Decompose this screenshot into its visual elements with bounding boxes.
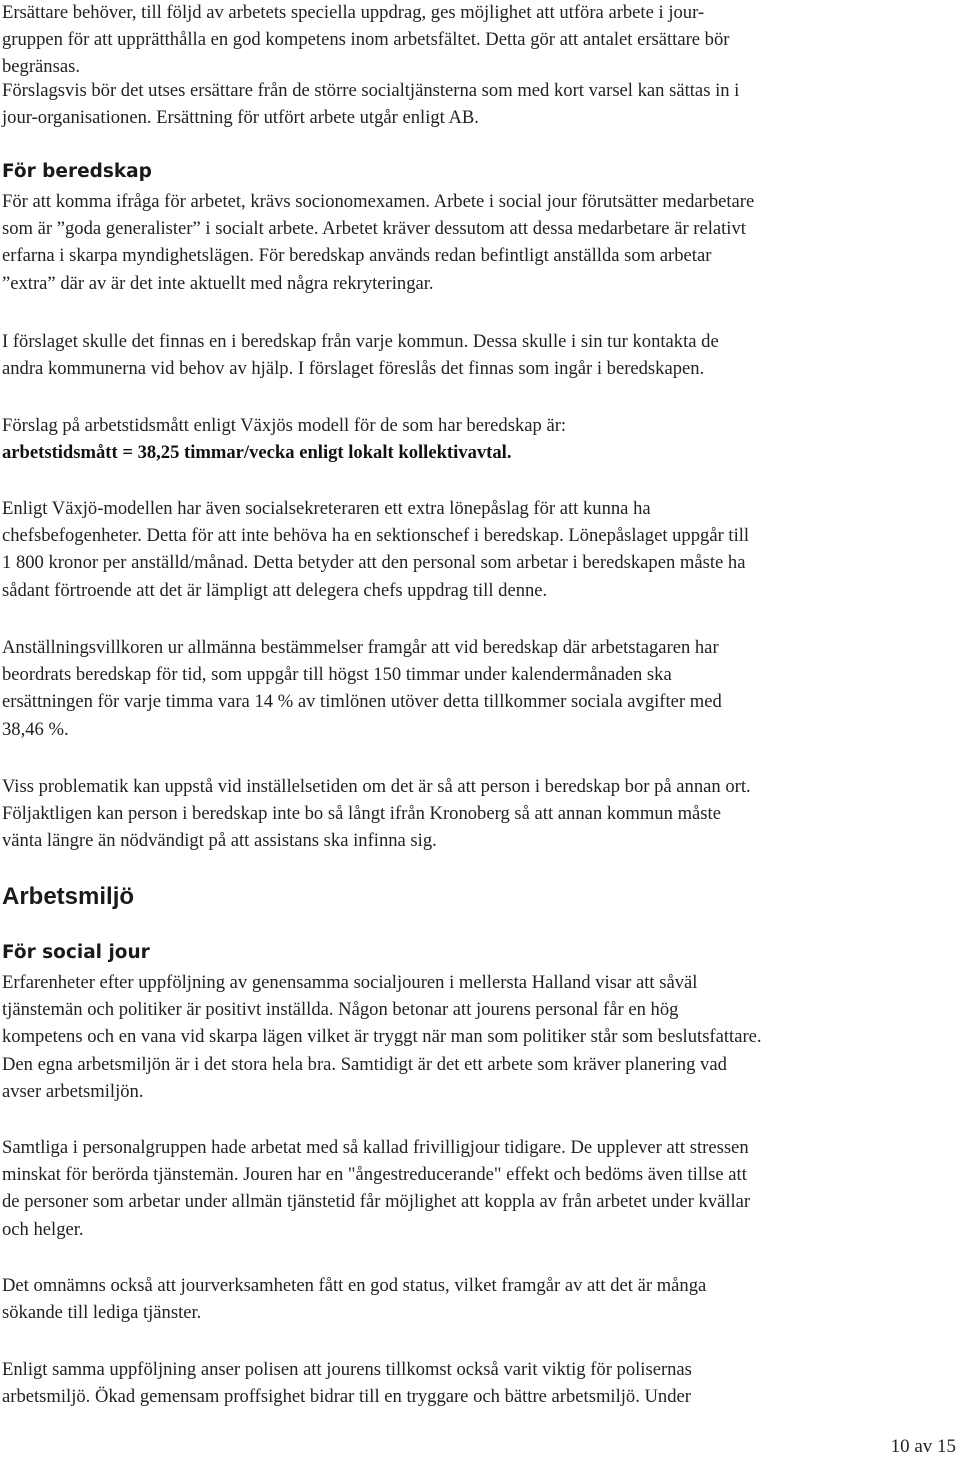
text-line: ”extra” där av är det inte aktuellt med några rekryteringar.	[2, 272, 434, 294]
paragraph-socionomexamen	[2, 188, 960, 297]
text-line: tjänstemän och politiker är positivt inställda. Någon betonar att jourens personal får en hög	[2, 999, 679, 1021]
text-line: Den egna arbetsmiljön är i det stora hela bra. Samtidigt är det ett arbete som kräver planering vad	[2, 1053, 727, 1075]
text-line: Enligt Växjö-modellen har även socialsekreteraren ett extra lönepåslag för att kunna ha	[2, 498, 651, 519]
heading-for-social-jour: För social jour	[2, 942, 150, 963]
text-line: Ersättare behöver, till följd av arbetets speciella uppdrag, ges möjlighet att utföra arbete i jour-	[2, 2, 705, 23]
paragraph-polisen	[2, 1356, 960, 1410]
paragraph-vaxjo-modellen	[2, 495, 960, 604]
arbetstidsmatt-bold: arbetstidsmått = 38,25 timmar/vecka enligt lokalt kollektivavtal.	[2, 442, 512, 464]
text-line: Det omnämns också att jourverksamheten fått en god status, vilket framgår av att det är många	[2, 1275, 707, 1296]
heading-for-beredskap: För beredskap	[2, 161, 152, 182]
paragraph-personalgruppen	[2, 1134, 960, 1243]
paragraph-god-status	[2, 1272, 960, 1326]
text-line: sådant förtroende att det är lämpligt att delegera chefs uppdrag till denne.	[2, 579, 548, 601]
page-number: 10 av 15	[890, 1436, 956, 1457]
text-line: och helger.	[2, 1218, 84, 1240]
text-line: Följaktligen kan person i beredskap inte bo så långt ifrån Kronoberg så att annan kommun måste	[2, 803, 721, 825]
text-line: Enligt samma uppföljning anser polisen att jourens tillkomst också varit viktig för polisernas	[2, 1359, 692, 1380]
text-line: Samtliga i personalgruppen hade arbetat med så kallad frivilligjour tidigare. De upplever att stressen	[2, 1137, 749, 1158]
paragraph-forslagsvis	[2, 77, 960, 131]
text-line: Erfarenheter efter uppföljning av genensamma socialjouren i mellersta Halland visar att såväl	[2, 972, 698, 993]
text-line: minskat för berörda tjänstemän. Jouren har en "ångestreducerande" effekt och bedöms även tillse att	[2, 1164, 747, 1186]
text-line: 1 800 kronor per anställd/månad. Detta betyder att den personal som arbetar i beredskapen måste ha	[2, 552, 746, 574]
paragraph-arbetstidsmatt	[2, 412, 960, 466]
text-line: Förslagsvis bör det utses ersättare från de större socialtjänsterna som med kort varsel kan sättas in i	[2, 80, 740, 101]
text-line: vänta längre än nödvändigt på att assistans ska infinna sig.	[2, 830, 437, 852]
text-line: som är ”goda generalister” i socialt arbete. Arbetet kräver dessutom att dessa medarbetare är relativt	[2, 218, 746, 240]
text-line: 38,46 %.	[2, 718, 69, 740]
text-line: kompetens och en vana vid skarpa lägen vilket är tryggt när man som politiker står som beslutsfattare.	[2, 1026, 762, 1048]
heading-arbetsmiljo: Arbetsmiljö	[2, 883, 135, 910]
text-line: beordrats beredskap för tid, som uppgår till högst 150 timmar under kalendermånaden ska	[2, 664, 672, 686]
text-line: erfarna i skarpa myndighetslägen. För beredskap används redan befintligt anställda som arbetar	[2, 245, 712, 267]
text-line: avser arbetsmiljön.	[2, 1080, 144, 1102]
text-line: chefsbefogenheter. Detta för att inte behöva ha en sektionschef i beredskap. Lönepåslaget uppgår till	[2, 525, 750, 547]
paragraph-forslaget-kommun	[2, 328, 960, 382]
text-line: Förslag på arbetstidsmått enligt Växjös modell för de som har beredskap är:	[2, 415, 567, 436]
text-line: de personer som arbetar under allmän tjänstetid får möjlighet att koppla av från arbetet under kvällar	[2, 1191, 751, 1213]
text-line: jour-organisationen. Ersättning för utfört arbete utgår enligt AB.	[2, 107, 479, 129]
text-line: begränsas.	[2, 56, 80, 78]
text-line: andra kommunerna vid behov av hjälp. I förslaget föreslås det finnas som ingår i beredskapen.	[2, 358, 705, 380]
text-line: sökande till lediga tjänster.	[2, 1302, 202, 1324]
text-line: I förslaget skulle det finnas en i beredskap från varje kommun. Dessa skulle i sin tur kontakta de	[2, 331, 719, 352]
paragraph-anstallningsvillkor	[2, 634, 960, 743]
paragraph-erfarenheter	[2, 969, 960, 1105]
text-line: gruppen för att upprätthålla en god kompetens inom arbetsfältet. Detta gör att antalet ersättare bör	[2, 29, 730, 51]
text-line: För att komma ifråga för arbetet, krävs socionomexamen. Arbete i social jour förutsätter medarbetare	[2, 191, 755, 212]
text-line: Anställningsvillkoren ur allmänna bestämmelser framgår att vid beredskap där arbetstagaren har	[2, 637, 719, 658]
text-line: arbetsmiljö. Ökad gemensam proffsighet bidrar till en tryggare och bättre arbetsmiljö. Under	[2, 1386, 691, 1408]
text-line: ersättningen för varje timma vara 14 % av timlönen utöver detta tillkommer sociala avgifter med	[2, 691, 722, 713]
paragraph-ersattare	[2, 0, 960, 81]
paragraph-problematik	[2, 773, 960, 855]
text-line: Viss problematik kan uppstå vid inställelsetiden om det är så att person i beredskap bor på annan ort.	[2, 776, 751, 797]
